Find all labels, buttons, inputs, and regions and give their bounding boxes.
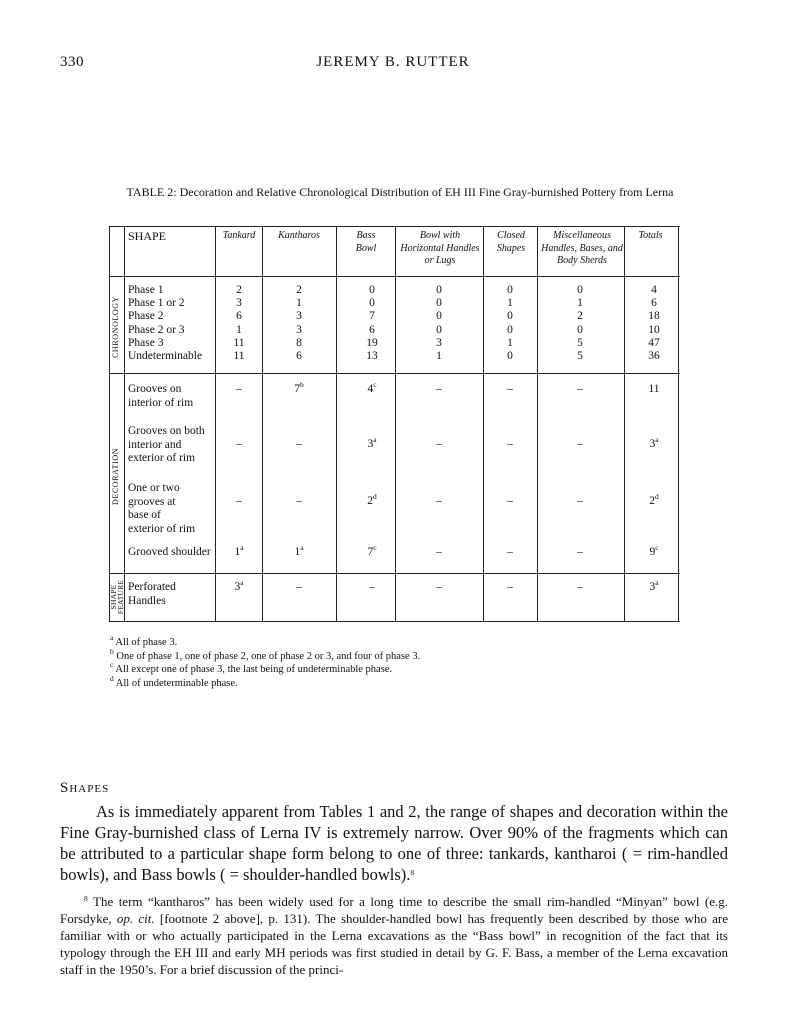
table-cell	[419, 310, 459, 323]
cell-footnote-mark: a	[240, 543, 244, 552]
table-cell	[279, 310, 319, 323]
col-header-kantharos: Kantharos	[278, 230, 320, 241]
cell-value: 7	[367, 546, 374, 558]
cell-value: 10	[648, 323, 660, 336]
table-col-rule	[262, 226, 263, 622]
cell-value: 1	[436, 350, 442, 362]
cell-value: –	[436, 546, 442, 558]
table-cell	[279, 337, 319, 350]
col-header-bowl-handles: Bowl with Horizontal Handles or Lugs	[400, 230, 480, 266]
table-cell	[560, 324, 600, 337]
cell-value: 1	[296, 297, 302, 310]
cell-value: 18	[648, 310, 660, 323]
cell-value: 5	[577, 336, 583, 349]
cell-value: 3	[296, 310, 302, 323]
table-footnote-mark: c	[110, 660, 114, 669]
cell-value: 6	[651, 297, 657, 310]
table-cell	[279, 495, 319, 508]
section-label-shape-feature: SHAPE FEATURE	[109, 579, 125, 615]
cell-footnote-mark: a	[655, 435, 659, 444]
table-footnote	[110, 660, 393, 676]
table-cell	[634, 284, 674, 297]
cell-value: 11	[648, 383, 660, 395]
cell-footnote-mark: b	[300, 380, 304, 389]
cell-footnote-mark: a	[655, 578, 659, 587]
footnote-mark: 8	[84, 894, 88, 903]
table-cell	[352, 350, 392, 363]
section-label-decoration: DECORATION	[111, 447, 120, 505]
cell-value: –	[507, 383, 513, 395]
table-cell	[490, 324, 530, 337]
col-header-shape: SHAPE	[128, 229, 167, 243]
table-cell	[490, 284, 530, 297]
cell-value: 0	[436, 297, 442, 310]
cell-footnote-mark: a	[240, 578, 244, 587]
table-caption: TABLE 2: Decoration and Relative Chronological Distribution of EH III Fine Gray-burnished Pottery from Lerna	[126, 185, 674, 199]
cell-footnote-mark: a	[300, 543, 304, 552]
cell-value: 4	[651, 284, 657, 296]
table-cell	[560, 438, 600, 451]
cell-value: –	[436, 495, 442, 507]
table-cell	[634, 492, 674, 508]
cell-value: 11	[233, 350, 245, 362]
cell-value: –	[507, 546, 513, 558]
cell-footnote-mark: d	[373, 492, 377, 501]
cell-value: 1	[234, 546, 241, 558]
table-cell	[279, 297, 319, 310]
row-label: One or two	[128, 482, 180, 494]
cell-value: 0	[369, 284, 375, 296]
cell-value: 0	[436, 323, 442, 336]
table-cell	[219, 383, 259, 396]
col-header-closed-shapes: Closed Shapes	[496, 230, 526, 254]
cell-value: 19	[366, 336, 378, 349]
table-footnote-text: One of phase 1, one of phase 2, one of phase 2 or 3, and four of phase 3.	[113, 650, 421, 662]
cell-value: 3	[234, 581, 241, 593]
cell-footnote-mark: c	[655, 543, 659, 552]
table-cell	[419, 438, 459, 451]
cell-value: –	[236, 495, 242, 507]
table-cell	[419, 546, 459, 559]
table-cell	[490, 495, 530, 508]
row-label: Phase 1	[128, 284, 164, 296]
table-cell	[219, 495, 259, 508]
cell-value: 0	[369, 297, 375, 310]
cell-value: 0	[507, 350, 513, 362]
section-label-chronology: CHRONOLOGY	[111, 296, 120, 358]
cell-value: 7	[369, 310, 375, 323]
table-cell	[490, 297, 530, 310]
footnote-8-text-2: [footnote 2 above], p. 131). The shoulder-handled bowl has frequently been described by those who are familiar with or who actually participated in the Lerna excavations as the “Bass bowl” in recognition of the fact that its typology through the EH III and early MH periods was first studied in detail by G. F. Bass, a member of the Lerna excavation staff in the 1950’s. For a brief discussion of the princi-	[60, 911, 728, 977]
cell-value: –	[436, 383, 442, 395]
table-footnote	[110, 633, 178, 649]
cell-value: –	[236, 383, 242, 395]
table-cell	[490, 383, 530, 396]
cell-value: –	[507, 581, 513, 593]
table-col-rule	[124, 226, 125, 622]
cell-value: 36	[648, 350, 660, 362]
table-cell	[634, 337, 674, 350]
table-footnote-mark: d	[110, 673, 114, 683]
table-cell	[560, 581, 600, 594]
row-label: base of	[128, 509, 161, 521]
footnote-ref-8: 8	[410, 868, 415, 877]
table-cell	[560, 337, 600, 350]
table-cell	[634, 435, 674, 451]
table-footnote-mark: b	[110, 646, 114, 656]
cell-value: 3	[296, 323, 302, 336]
row-label: Grooves on	[128, 383, 182, 395]
cell-value: 0	[507, 310, 513, 323]
table-cell	[219, 350, 259, 363]
table-col-rule	[215, 226, 216, 622]
cell-value: 3	[649, 581, 656, 593]
cell-footnote-mark: c	[373, 380, 377, 389]
table-cell	[419, 337, 459, 350]
cell-value: 0	[436, 284, 442, 296]
table-cell	[352, 543, 392, 559]
cell-value: –	[577, 495, 583, 507]
cell-value: 1	[294, 546, 301, 558]
table-cell	[560, 297, 600, 310]
table-cell	[419, 284, 459, 297]
row-label: exterior of rim	[128, 522, 196, 535]
cell-value: 3	[236, 297, 242, 310]
row-label: interior and	[128, 438, 182, 451]
data-table	[109, 226, 680, 622]
table-cell	[490, 337, 530, 350]
row-label: Perforated	[128, 581, 176, 593]
table-footnote-text: All except one of phase 3, the last being of undeterminable phase.	[113, 664, 393, 675]
table-cell	[219, 284, 259, 297]
row-label: exterior of rim	[128, 452, 196, 464]
cell-footnote-mark: d	[655, 492, 659, 501]
col-header-tankard: Tankard	[222, 230, 256, 241]
table-cell	[560, 350, 600, 363]
table-cell	[419, 324, 459, 337]
cell-value: 2	[577, 310, 583, 323]
table-cell	[279, 380, 319, 396]
cell-value: 0	[436, 310, 442, 323]
table-footnote	[110, 673, 238, 690]
table-cell	[560, 284, 600, 297]
cell-value: –	[577, 581, 583, 593]
table-footnote-mark: a	[110, 633, 114, 642]
table-cell	[634, 310, 674, 323]
cell-value: 9	[649, 546, 656, 558]
row-label: Grooves on both	[128, 425, 205, 437]
row-label: Handles	[128, 594, 166, 607]
running-head-author: JEREMY B. RUTTER	[316, 54, 470, 70]
table-footnote	[110, 646, 421, 663]
cell-value: 6	[296, 350, 302, 362]
cell-value: 4	[367, 383, 374, 395]
table-cell	[490, 310, 530, 323]
table-cell	[219, 337, 259, 350]
cell-value: 6	[369, 323, 375, 336]
table-cell	[279, 543, 319, 559]
cell-value: –	[577, 438, 583, 450]
table-cell	[279, 438, 319, 451]
cell-value: 2	[649, 495, 655, 507]
cell-value: –	[577, 546, 583, 558]
cell-value: 8	[296, 336, 302, 349]
cell-value: 3	[436, 336, 442, 349]
table-cell	[219, 438, 259, 451]
row-label: Phase 3	[128, 336, 164, 349]
footnote-8-text-1: The term “kantharos” has been widely used for a long time to describe the small rim-handled “Minyan” bowl (e.g. Forsdyke,	[60, 894, 729, 926]
table-cell	[219, 543, 259, 559]
cell-value: –	[296, 438, 302, 450]
table-cell	[352, 324, 392, 337]
cell-value: 13	[366, 350, 378, 362]
table-cell	[352, 581, 392, 594]
table-cell	[419, 495, 459, 508]
table-cell	[352, 492, 392, 508]
table-footnote-text: All of undeterminable phase.	[113, 677, 238, 689]
cell-value: 0	[577, 323, 583, 336]
table-cell	[219, 310, 259, 323]
page-number: 330	[60, 54, 84, 70]
table-cell	[490, 350, 530, 363]
cell-footnote-mark: a	[373, 435, 377, 444]
cell-value: 3	[649, 438, 656, 450]
table-cell	[279, 581, 319, 594]
table-cell	[634, 383, 674, 396]
cell-footnote-mark: c	[373, 543, 377, 552]
col-header-bass-bowl: Bass Bowl	[355, 230, 377, 254]
row-label: Phase 2	[128, 310, 164, 323]
table-cell	[634, 543, 674, 559]
table-cell	[560, 546, 600, 559]
table-cell	[634, 578, 674, 594]
cell-value: 0	[507, 284, 513, 296]
cell-value: 6	[236, 310, 242, 323]
footnote-8	[60, 893, 728, 978]
table-cell	[490, 581, 530, 594]
row-label: Phase 2 or 3	[128, 323, 185, 336]
table-cell	[219, 297, 259, 310]
cell-value: 2	[367, 495, 373, 507]
table-cell	[419, 350, 459, 363]
table-cell	[419, 383, 459, 396]
table-cell	[352, 284, 392, 297]
table-cell	[419, 297, 459, 310]
row-label: Grooved shoulder	[128, 546, 211, 558]
table-cell	[352, 435, 392, 451]
cell-value: –	[369, 581, 375, 593]
table-cell	[352, 337, 392, 350]
cell-value: 1	[577, 297, 583, 310]
row-label: Phase 1 or 2	[128, 297, 185, 310]
cell-value: –	[296, 495, 302, 507]
table-cell	[279, 350, 319, 363]
cell-value: 2	[296, 284, 302, 296]
table-cell	[634, 324, 674, 337]
table-cell	[634, 350, 674, 363]
table-cell	[560, 495, 600, 508]
table-cell	[352, 310, 392, 323]
cell-value: –	[436, 581, 442, 593]
table-cell	[490, 546, 530, 559]
cell-value: 0	[507, 323, 513, 336]
cell-value: –	[436, 438, 442, 450]
section-heading: Shapes	[60, 780, 110, 796]
cell-value: 11	[233, 336, 245, 349]
cell-value: 7	[294, 383, 300, 395]
cell-value: –	[577, 383, 583, 395]
cell-value: –	[296, 581, 302, 593]
table-col-rule	[624, 226, 625, 622]
col-header-totals: Totals	[638, 230, 663, 241]
table-cell	[560, 310, 600, 323]
table-cell	[634, 297, 674, 310]
table-cell	[219, 578, 259, 594]
cell-value: –	[236, 438, 242, 450]
table-cell	[279, 284, 319, 297]
table-col-rule	[336, 226, 337, 622]
cell-value: 0	[577, 284, 583, 296]
table-cell	[560, 383, 600, 396]
cell-value: 1	[507, 336, 513, 349]
table-col-rule	[537, 226, 538, 622]
col-header-misc: Miscellaneous Handles, Bases, and Body Sherds	[541, 230, 623, 266]
row-label: interior of rim	[128, 396, 194, 409]
table-cell	[419, 581, 459, 594]
body-paragraph-text: As is immediately apparent from Tables 1 and 2, the range of shapes and decoration within the Fine Gray-burnished class of Lerna IV is extremely narrow. Over 90% of the fragments which can be attributed to a particular shape form belong to one of three: tankards, kantharoi ( = rim-handled bowls), and Bass bowls ( = shoulder-handled bowls).	[60, 802, 728, 884]
table-cell	[352, 297, 392, 310]
row-label: Undeterminable	[128, 350, 203, 362]
table-col-rule	[395, 226, 396, 622]
cell-value: 47	[648, 336, 660, 349]
cell-value: 1	[236, 323, 242, 336]
row-label: grooves at	[128, 495, 176, 508]
table-cell	[490, 438, 530, 451]
table-cell	[352, 380, 392, 396]
table-cell	[279, 324, 319, 337]
cell-value: 2	[236, 284, 242, 296]
table-col-rule	[483, 226, 484, 622]
cell-value: –	[507, 495, 513, 507]
cell-value: 3	[367, 438, 374, 450]
cell-value: 5	[577, 350, 583, 362]
table-cell	[219, 324, 259, 337]
cell-value: –	[507, 438, 513, 450]
table-footnote-text: All of phase 3.	[113, 637, 178, 648]
cell-value: 1	[507, 297, 513, 310]
footnote-8-italic: op. cit.	[116, 911, 155, 926]
body-paragraph	[60, 801, 728, 885]
